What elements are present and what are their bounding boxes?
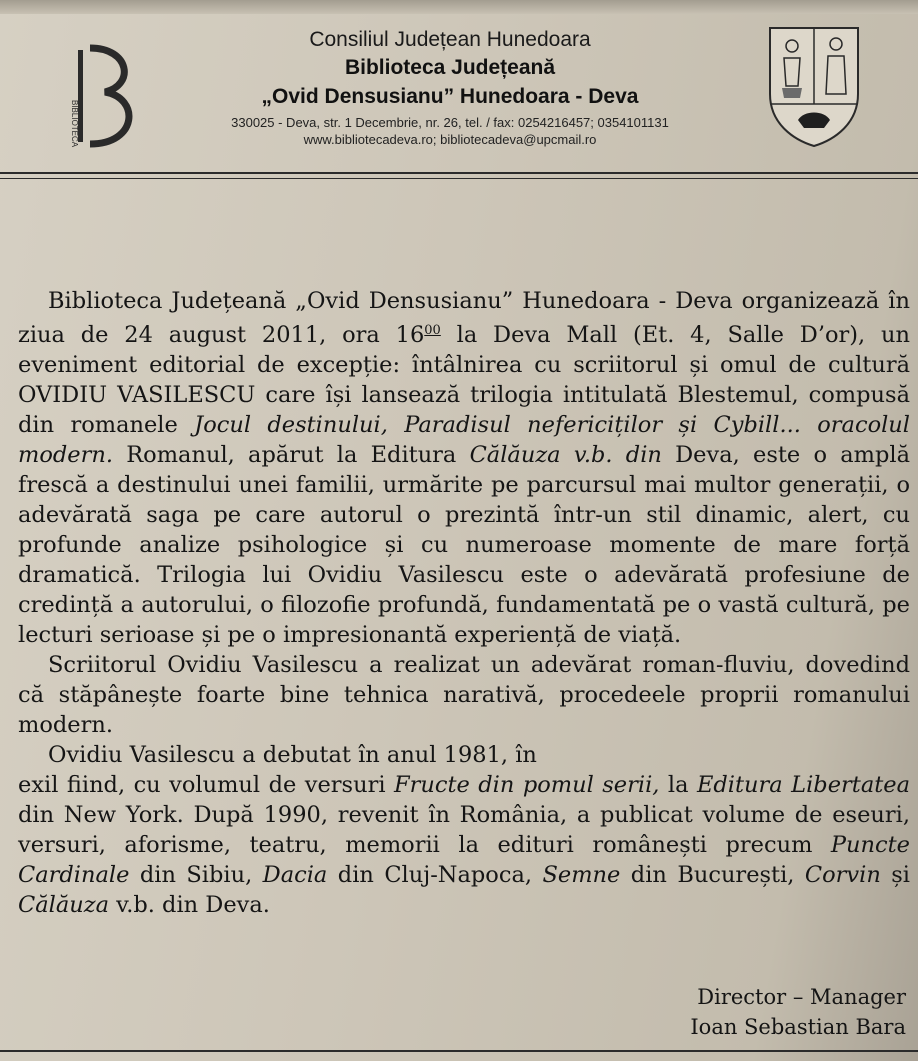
library-web-contact: www.bibliotecadeva.ro; bibliotecadeva@upcmail.ro [303,132,597,147]
signature-block [690,982,906,1042]
novel-titles: Jocul destinului, Paradisul nefericiților și Cybill... oracolul modern. [18,412,910,468]
header-divider-thin [0,178,918,179]
library-address: 330025 - Deva, str. 1 Decembrie, nr. 26, tel. / fax: 0254216457; 0354101131 [231,115,669,130]
paragraph-2: Scriitorul Ovidiu Vasilescu a realizat un adevărat roman-fluviu, dovedind că stăpânește foarte bine tehnica narativă, procedeele proprii romanului modern. [18,652,910,738]
signature-role: Director – Manager [697,985,906,1009]
paragraph-4: exil fiind, cu volumul de versuri Fructe din pomul serii, la Editura Libertatea din New York. După 1990, revenit în România, a publicat volume de eseuri, versuri, aforisme, teatru, memorii la edituri românești precum Puncte Cardinale din Sibiu, Dacia din Cluj-Napoca, Semne din București, Corvin și Călăuza v.b. din Deva. [18,772,910,918]
paragraph-3: Ovidiu Vasilescu a debutat în anul 1981, în [48,742,537,768]
paragraph-1: Biblioteca Județeană „Ovid Densusianu” Hunedoara - Deva organizează în ziua de 24 august 2011, ora $16^{00}$ la Deva Mall (Et. 4, Salle D’or), un eveniment editorial de excepție: întâlnirea cu scriitorul și omul de cultură OVIDIU VASILESCU care își lansează trilogia intitulată Blestemul, compusă din romanele Jocul destinului, Paradisul nefericiților și Cybill... oracolul modern. Romanul, apărut la Editura Călăuza v.b. din Deva, este o amplă frescă a destinului unei familii, urmărite pe parcursul mai multor generații, o adevărată saga pe care autorul o prezintă într-un stil dinamic, alert, cu profunde analize psihologice și cu numeroase momente de mare forță dramatică. Trilogia lui Ovidiu Vasilescu este o adevărată profesiune de credință a autorului, o filozofie profundă, fundamentată pe o vastă cultură, pe lecturi serioase și pe o impresionantă experiență de viață. [18,288,910,648]
page-top-edge [0,0,918,14]
publisher-name: Călăuza v.b. din [469,442,662,468]
time-superscript: 00 [424,323,441,338]
library-name-full: „Ovid Densusianu” Hunedoara - Deva [261,85,639,108]
letterhead [160,26,740,148]
footer-divider [0,1050,918,1052]
library-logo-icon [60,40,140,150]
article-body [18,286,910,920]
coat-of-arms-icon [764,24,864,150]
signature-name: Ioan Sebastian Bara [690,1015,906,1039]
council-name: Consiliul Județean Hunedoara [309,28,591,51]
header-divider [0,172,918,174]
library-name: Biblioteca Județeană [344,56,556,79]
svg-text:BIBLIOTECA: BIBLIOTECA [70,100,79,148]
